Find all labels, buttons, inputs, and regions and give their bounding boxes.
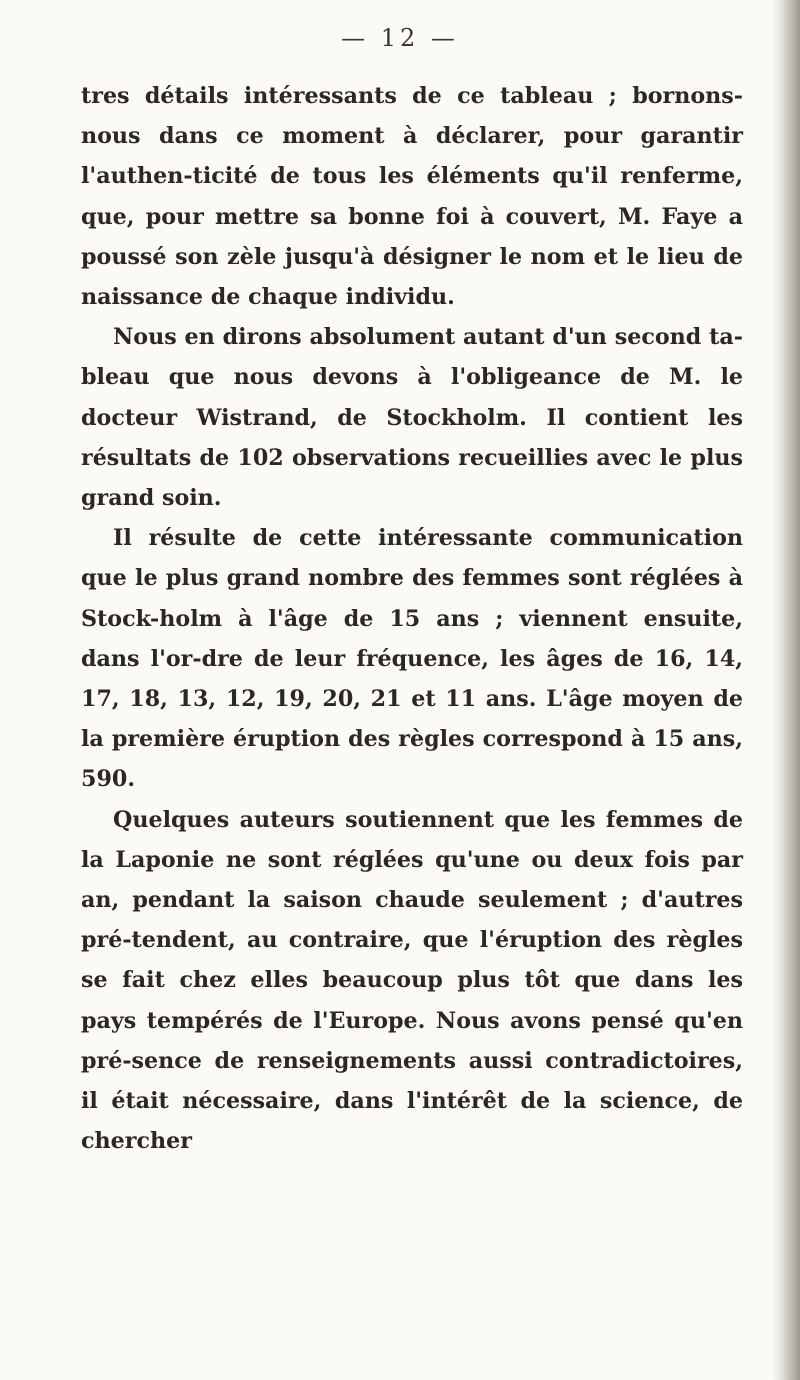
page-number: — 12 —	[341, 24, 459, 52]
paragraph-4: Quelques auteurs soutiennent que les femmes de la Laponie ne sont réglées qu'une ou deux fois par an, pendant la saison chaude seulement ; d'autres pré-tendent, au contraire, que l'éruption des règles se fait chez elles beaucoup plus tôt que dans les pays tempérés de l'Europe. Nous avons pensé qu'en pré-sence de renseignements aussi contradictoires, il était nécessaire, dans l'intérêt de la science, de chercher	[81, 806, 743, 1155]
paragraph-1: tres détails intéressants de ce tableau ; bornons-nous dans ce moment à déclarer, pour garantir l'authen-ticité de tous les éléments qu'il renferme, que, pour mettre sa bonne foi à couvert, M. Faye a poussé son zèle jusqu'à désigner le nom et le lieu de naissance de chaque individu.	[81, 83, 743, 311]
page-edge-shadow	[772, 0, 800, 1380]
body-text	[81, 76, 743, 1161]
paragraph-2: Nous en dirons absolument autant d'un second ta-bleau que nous devons à l'obligeance de M. le docteur Wistrand, de Stockholm. Il contient les résultats de 102 observations recueillies avec le plus grand soin.	[81, 324, 743, 512]
paragraph-3: Il résulte de cette intéressante communication que le plus grand nombre des femmes sont réglées à Stock-holm à l'âge de 15 ans ; viennent ensuite, dans l'or-dre de leur fréquence, les âges de 16, 14, 17, 18, 13, 12, 19, 20, 21 et 11 ans. L'âge moyen de la première éruption des règles correspond à 15 ans, 590.	[81, 525, 743, 793]
